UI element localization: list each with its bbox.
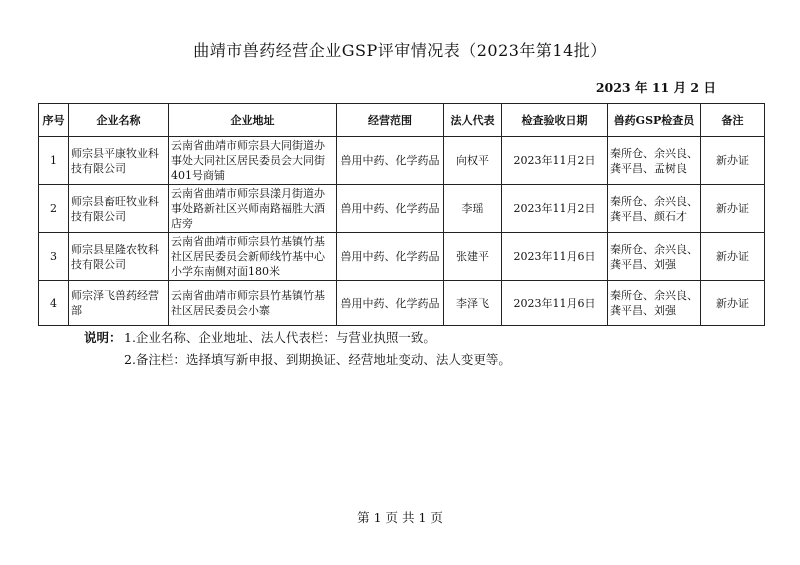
inspection-date: 2023年11月2日 bbox=[502, 137, 608, 185]
page-title: 曲靖市兽药经营企业GSP评审情况表（2023年第14批） bbox=[193, 41, 607, 60]
row-number: 1 bbox=[39, 137, 69, 185]
inspection-date: 2023年11月6日 bbox=[502, 233, 608, 281]
company-name: 师宗县平康牧业科技有限公司 bbox=[69, 137, 169, 185]
company-name: 师宗县畜旺牧业科技有限公司 bbox=[69, 185, 169, 233]
gsp-inspectors: 秦所仓、余兴良、龚平昌、刘强 bbox=[608, 233, 701, 281]
header-cell: 经营范围 bbox=[337, 104, 444, 137]
remark: 新办证 bbox=[701, 185, 765, 233]
legal-representative: 向权平 bbox=[444, 137, 502, 185]
remark: 新办证 bbox=[701, 233, 765, 281]
remark: 新办证 bbox=[701, 137, 765, 185]
inspection-date: 2023年11月6日 bbox=[502, 281, 608, 326]
notes-section bbox=[84, 327, 511, 371]
company-address: 云南省曲靖市师宗县竹基镇竹基社区居民委员会新师线竹基中心小学东南侧对面180米 bbox=[169, 233, 337, 281]
note-line bbox=[84, 327, 511, 349]
company-address: 云南省曲靖市师宗县竹基镇竹基社区居民委员会小寨 bbox=[169, 281, 337, 326]
business-scope: 兽用中药、化学药品 bbox=[337, 137, 444, 185]
note-text: 2.备注栏：选择填写新申报、到期换证、经营地址变动、法人变更等。 bbox=[124, 352, 511, 367]
header-cell: 备注 bbox=[701, 104, 765, 137]
legal-representative: 张建平 bbox=[444, 233, 502, 281]
header-cell: 检查验收日期 bbox=[502, 104, 608, 137]
header-cell: 企业地址 bbox=[169, 104, 337, 137]
business-scope: 兽用中药、化学药品 bbox=[337, 185, 444, 233]
gsp-inspectors: 秦所仓、余兴良、龚平昌、刘强 bbox=[608, 281, 701, 326]
company-address: 云南省曲靖市师宗县漾月街道办事处路新社区兴师南路福胜大酒店旁 bbox=[169, 185, 337, 233]
company-address: 云南省曲靖市师宗县大同街道办事处大同社区居民委员会大同街401号商铺 bbox=[169, 137, 337, 185]
business-scope: 兽用中药、化学药品 bbox=[337, 281, 444, 326]
business-scope: 兽用中药、化学药品 bbox=[337, 233, 444, 281]
remark: 新办证 bbox=[701, 281, 765, 326]
report-date: 2023 年 11 月 2 日 bbox=[595, 80, 716, 95]
header-cell: 兽药GSP检查员 bbox=[608, 104, 701, 137]
page-footer: 第 1 页 共 1 页 bbox=[357, 510, 443, 525]
legal-representative: 李泽飞 bbox=[444, 281, 502, 326]
row-number: 4 bbox=[39, 281, 69, 326]
note-line bbox=[84, 349, 511, 371]
notes-spacer bbox=[84, 349, 124, 371]
company-name: 师宗泽飞兽药经营部 bbox=[69, 281, 169, 326]
header-cell: 法人代表 bbox=[444, 104, 502, 137]
company-name: 师宗县星隆农牧科技有限公司 bbox=[69, 233, 169, 281]
gsp-inspectors: 秦所仓、余兴良、龚平昌、颜石才 bbox=[608, 185, 701, 233]
table-row bbox=[39, 281, 765, 326]
gsp-inspectors: 秦所仓、余兴良、龚平昌、孟树良 bbox=[608, 137, 701, 185]
row-number: 3 bbox=[39, 233, 69, 281]
legal-representative: 李瑶 bbox=[444, 185, 502, 233]
notes-label: 说明： bbox=[84, 330, 122, 345]
header-cell: 企业名称 bbox=[69, 104, 169, 137]
table-row bbox=[39, 185, 765, 233]
table-row bbox=[39, 137, 765, 185]
header-cell: 序号 bbox=[39, 104, 69, 137]
inspection-date: 2023年11月2日 bbox=[502, 185, 608, 233]
table-header-row bbox=[39, 104, 765, 137]
row-number: 2 bbox=[39, 185, 69, 233]
table-row bbox=[39, 233, 765, 281]
gsp-review-table bbox=[38, 103, 765, 326]
note-text: 1.企业名称、企业地址、法人代表栏：与营业执照一致。 bbox=[124, 330, 436, 345]
